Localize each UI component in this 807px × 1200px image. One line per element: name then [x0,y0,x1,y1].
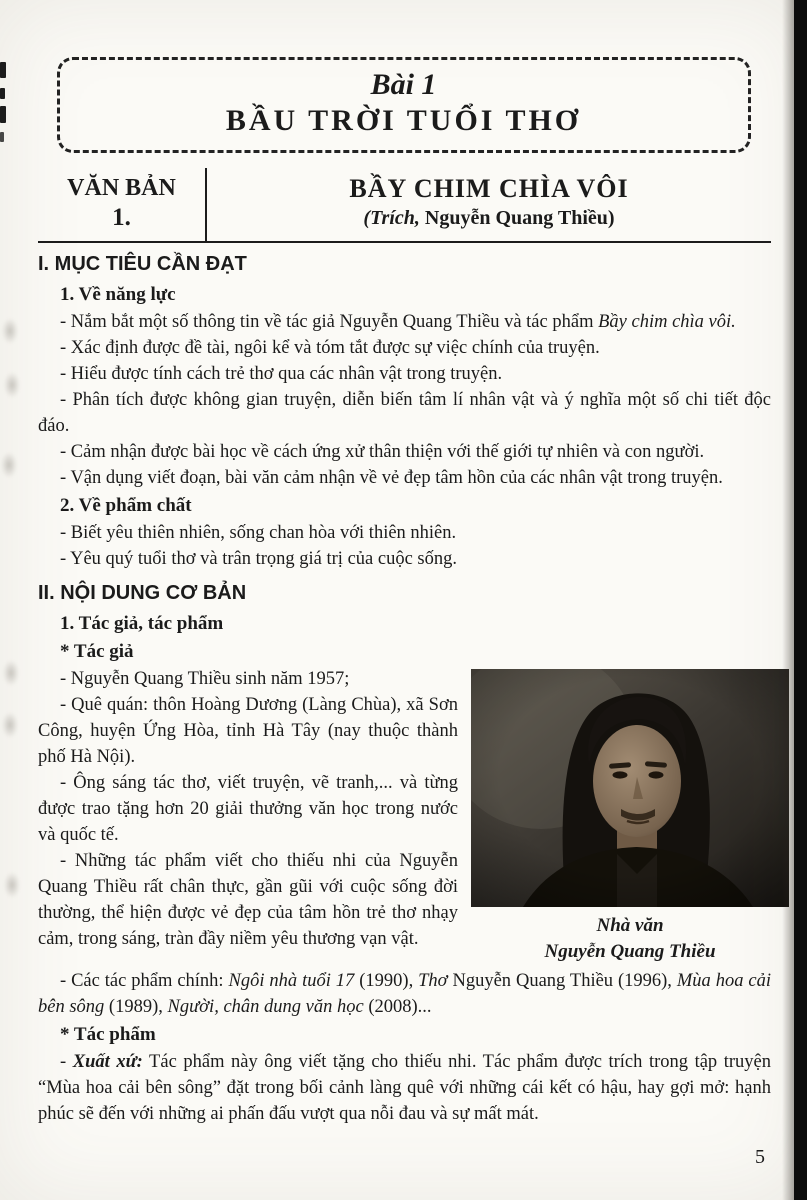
page-number: 5 [755,1146,765,1168]
objective-item: - Hiểu được tính cách trẻ thơ qua các nhân vật trong truyện. [60,364,503,384]
subheading-tac-gia: * Tác giả [60,641,134,662]
lesson-title: BẦU TRỜI TUỔI THƠ [225,104,582,137]
lesson-number: Bài 1 [370,68,437,101]
text-subtitle-author: Nguyễn Quang Thiều) [419,207,615,229]
section-heading-noi-dung: II. NỘI DUNG CƠ BẢN [38,582,247,604]
objective-item: - Xác định được đề tài, ngôi kể và tóm tắt được sự việc chính của truyện. [60,338,600,358]
scan-artifact [0,132,4,142]
text-header-table [38,168,771,243]
scan-artifact [0,62,6,78]
text-run: (1989), [104,997,168,1017]
scan-smudge [4,372,20,398]
text-title: BẦY CHIM CHÌA VÔI [349,174,629,203]
work-title: Thơ [418,971,448,991]
photo-caption [471,913,789,965]
photo-caption-name: Nguyễn Quang Thiều [544,941,716,962]
scan-smudge [3,660,19,686]
objective-item: - Cảm nhận được bài học về cách ứng xử thân thiện với thế giới tự nhiên và con người. [60,442,705,462]
scan-edge-right [794,0,807,1200]
quality-item: - Biết yêu thiên nhiên, sống chan hòa với thiên nhiên. [60,523,457,543]
text-header-right-cell [207,168,771,241]
author-fact: - Quê quán: thôn Hoàng Dương (Làng Chùa), xã Sơn Công, huyện Ứng Hòa, tỉnh Hà Tây (nay thuộc thành phố Hà Nội). [38,695,458,767]
subheading-pham-chat: 2. Về phẩm chất [60,495,192,516]
subheading-nang-luc: 1. Về năng lực [60,284,176,305]
text-run: - Các tác phẩm chính: [60,971,229,991]
author-fact: - Nguyễn Quang Thiều sinh năm 1957; [60,669,350,689]
author-photo-figure [471,669,789,965]
lesson-header-box [57,57,751,153]
subheading-tac-pham: * Tác phẩm [60,1024,156,1045]
page-content [38,251,771,1127]
objective-item [38,309,771,335]
text-run-italic: Bầy chim chìa vôi. [598,312,736,332]
text-subtitle-trich: (Trích, [363,207,420,229]
text-run: (1990), [354,971,419,991]
quality-item: - Yêu quý tuổi thơ và trân trọng giá trị của cuộc sống. [60,549,457,569]
work-title: Ngôi nhà tuổi 17 [228,971,355,991]
text-run: - [60,1052,73,1072]
scan-smudge [2,318,18,344]
section-heading-muc-tieu: I. MỤC TIÊU CẦN ĐẠT [38,253,247,275]
origin-paragraph [38,1049,771,1127]
subheading-tac-gia-tac-pham: 1. Tác giả, tác phẩm [60,613,224,634]
work-title: Người, chân dung văn học [167,997,364,1017]
van-ban-label: VĂN BẢN [67,175,176,201]
scan-artifact [0,106,6,123]
text-run: Tác phẩm này ông viết tặng cho thiếu nhi. Tác phẩm được trích trong tập truyện “Mùa hoa cải bên sông” đặt trong bối cảnh làng quê với những cái kết có hậu, hay gợi mở: hạnh phúc sẽ đến với những ai phấn đấu vượt qua nỗi đau và sự mất mát. [38,1052,771,1124]
author-fact: - Những tác phẩm viết cho thiếu nhi của Nguyễn Quang Thiều rất chân thực, gần gũi với cuộc sống đời thường, thể hiện được vẻ đẹp của tâm hồn trẻ thơ nhạy cảm, trong sáng, tràn đầy niềm yêu thương vạn vật. [38,851,458,949]
photo-caption-role: Nhà văn [596,915,664,936]
scan-artifact [0,88,5,99]
scan-smudge [4,872,20,898]
scan-edge-shadow [782,0,794,1200]
objective-item: - Phân tích được không gian truyện, diễn biến tâm lí nhân vật và ý nghĩa một số chi tiết độc đáo. [38,390,771,436]
origin-label: Xuất xứ: [72,1052,143,1072]
text-number: 1. [112,204,131,231]
text-run: (2008)... [363,997,432,1017]
text-run: - Nắm bắt một số thông tin về tác giả Nguyễn Quang Thiều và tác phẩm [60,312,599,332]
objective-item: - Vận dụng viết đoạn, bài văn cảm nhận về vẻ đẹp tâm hồn của các nhân vật trong truyện. [60,468,723,488]
scan-smudge [1,452,17,478]
works-paragraph [38,968,771,1020]
author-portrait-image [471,669,789,907]
text-header-left-cell [38,168,207,241]
author-photo [471,669,789,907]
scan-smudge [2,712,18,738]
text-run: Nguyễn Quang Thiều (1996), [447,971,677,991]
text-subtitle [207,205,771,232]
author-fact: - Ông sáng tác thơ, viết truyện, vẽ tranh,... và từng được trao tặng hơn 20 giải thưởng văn học trong nước và quốc tế. [38,773,458,845]
work-title: Mùa hoa cải bên sông [38,971,772,1017]
